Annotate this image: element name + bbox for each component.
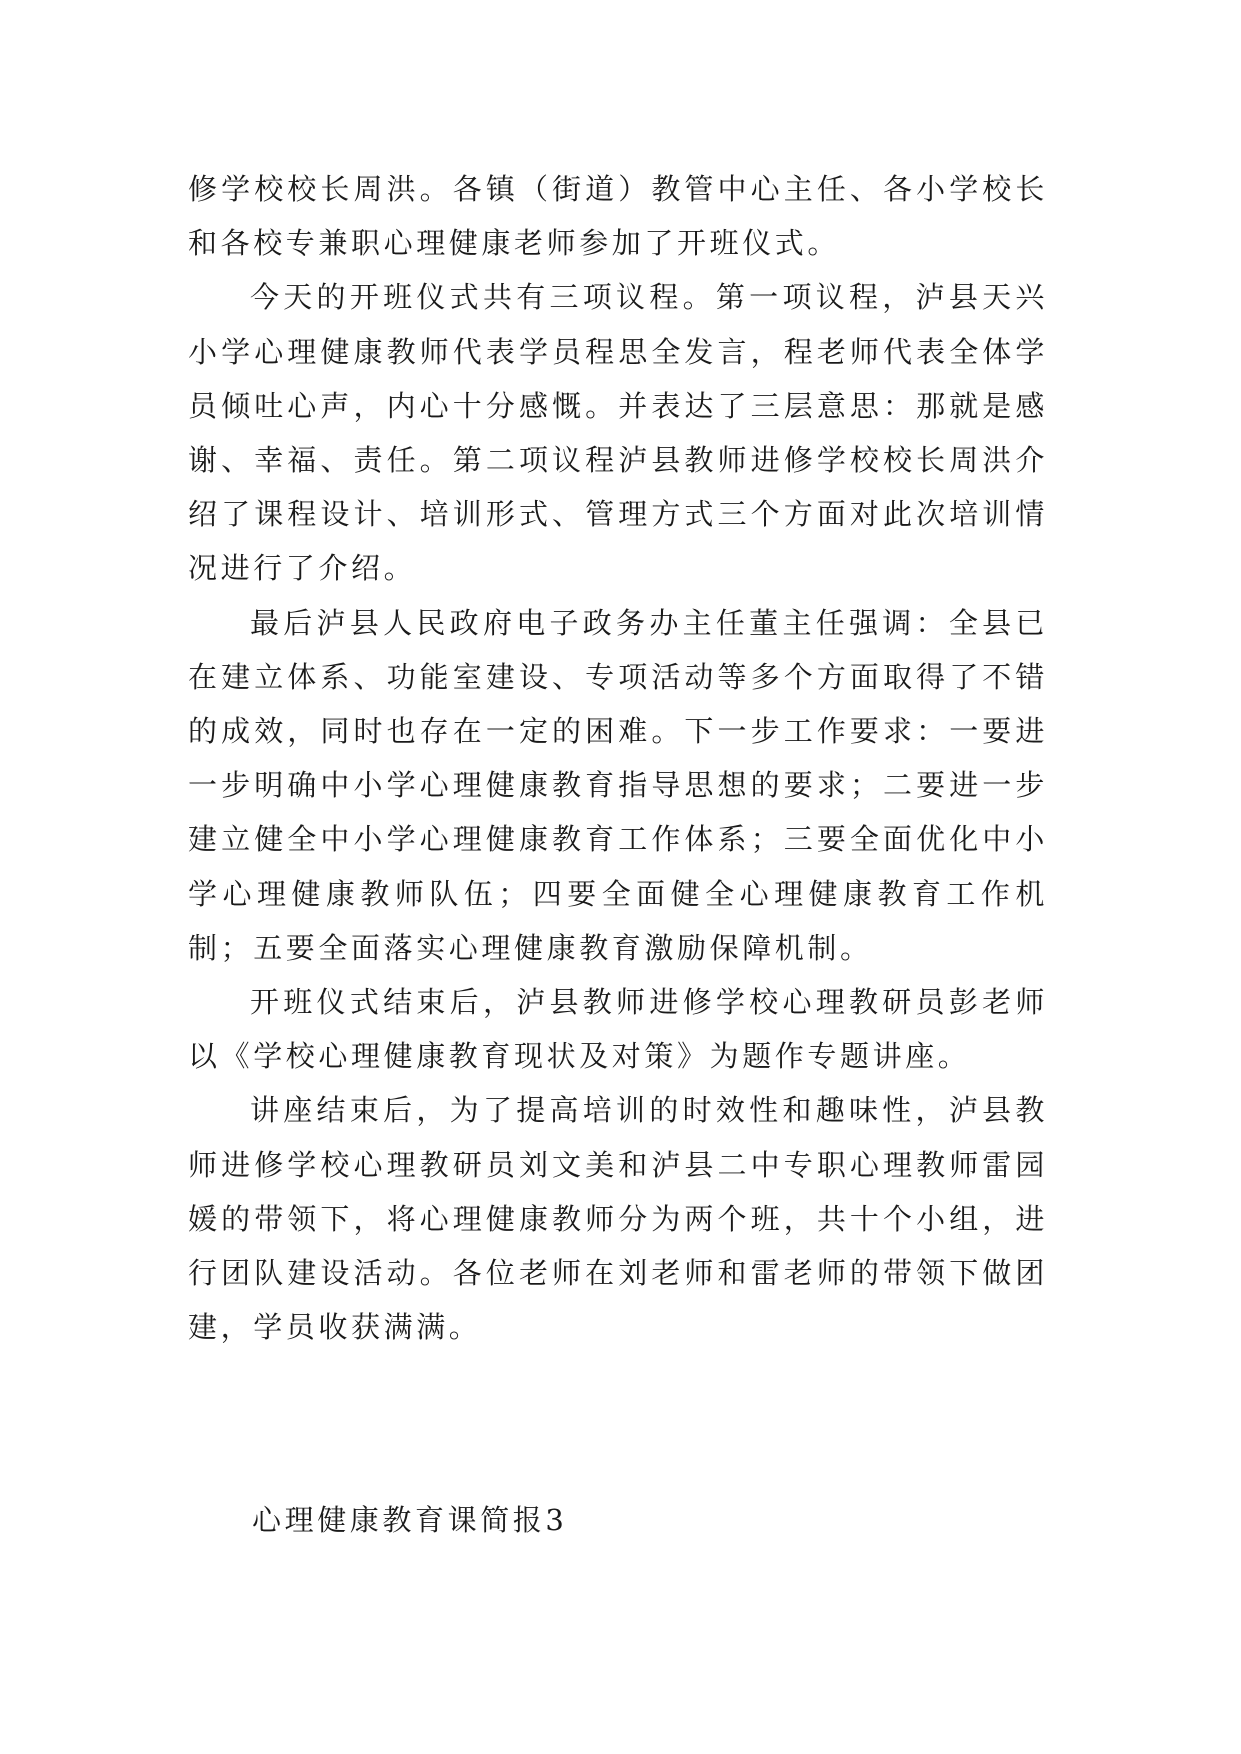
document-body — [188, 162, 1048, 1354]
section-heading: 心理健康教育课简报3 — [252, 1503, 568, 1537]
paragraph-continued: 修学校校长周洪。各镇（街道）教管中心主任、各小学校长和各校专兼职心理健康老师参加了开班仪式。 — [188, 172, 1048, 261]
paragraph-team-building: 讲座结束后，为了提高培训的时效性和趣味性，泸县教师进修学校心理教研员刘文美和泸县二中专职心理教师雷园媛的带领下，将心理健康教师分为两个班，共十个小组，进行团队建设活动。各位老师在刘老师和雷老师的带领下做团建，学员收获满满。 — [188, 1093, 1048, 1345]
paragraph-requirements: 最后泸县人民政府电子政务办主任董主任强调：全县已在建立体系、功能室建设、专项活动等多个方面取得了不错的成效，同时也存在一定的困难。下一步工作要求：一要进一步明确中小学心理健康教育指导思想的要求；二要进一步建立健全中小学心理健康教育工作体系；三要全面优化中小学心理健康教师队伍；四要全面健全心理健康教育工作机制；五要全面落实心理健康教育激励保障机制。 — [188, 605, 1048, 965]
paragraph-lecture: 开班仪式结束后，泸县教师进修学校心理教研员彭老师以《学校心理健康教育现状及对策》为题作专题讲座。 — [188, 985, 1048, 1074]
paragraph-agenda: 今天的开班仪式共有三项议程。第一项议程，泸县天兴小学心理健康教师代表学员程思全发言，程老师代表全体学员倾吐心声，内心十分感慨。并表达了三层意思：那就是感谢、幸福、责任。第二项议程泸县教师进修学校校长周洪介绍了课程设计、培训形式、管理方式三个方面对此次培训情况进行了介绍。 — [188, 280, 1048, 586]
